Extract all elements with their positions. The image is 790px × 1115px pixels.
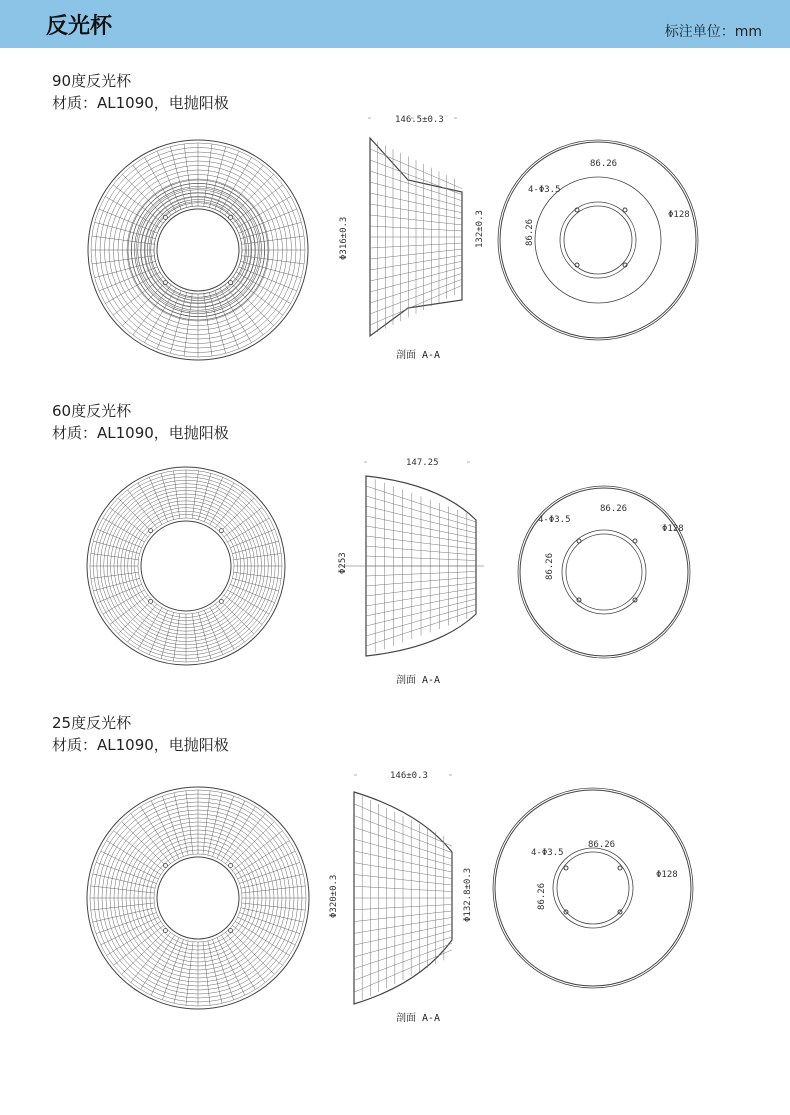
bottom-view-25	[493, 788, 693, 988]
dim-side: 86.26	[525, 218, 535, 246]
dim-hole-circle: Φ128	[656, 870, 678, 880]
top-view-25	[87, 787, 309, 1009]
section-title: 60度反光杯	[52, 402, 132, 420]
dim-inner-diameter: Φ132.8±0.3	[463, 867, 473, 922]
dim-holes: 4-Φ3.5	[528, 185, 561, 195]
dim-hole-circle: Φ128	[662, 524, 684, 534]
dim-outer-diameter: Φ253	[338, 552, 348, 574]
section-view-25	[354, 775, 452, 1004]
dim-holes: 4-Φ3.5	[531, 848, 564, 858]
dim-top-width: 146.5±0.3	[395, 115, 444, 125]
dim-side: 86.26	[545, 552, 555, 580]
dim-inner-diameter: 132±0.3	[475, 210, 485, 248]
section-material: 材质：AL1090，电抛阳极	[52, 94, 229, 112]
section-label: 剖面 A-A	[396, 350, 441, 361]
dim-top-width: 146±0.3	[390, 771, 428, 781]
section-material: 材质：AL1090，电抛阳极	[52, 736, 229, 754]
section-material: 材质：AL1090，电抛阳极	[52, 424, 229, 442]
dim-top-width: 147.25	[406, 458, 439, 468]
section-title: 90度反光杯	[52, 72, 132, 90]
dim-outer-diameter: Φ316±0.3	[339, 216, 349, 260]
dim-outer-diameter: Φ320±0.3	[329, 874, 339, 918]
unit-label: 标注单位：mm	[664, 24, 762, 40]
section-label: 剖面 A-A	[396, 1013, 441, 1024]
dim-hole-circle: Φ128	[668, 210, 690, 220]
section-label: 剖面 A-A	[396, 675, 441, 686]
section-title: 25度反光杯	[52, 714, 132, 732]
page-title: 反光杯	[46, 14, 113, 39]
dim-holes: 4-Φ3.5	[538, 515, 571, 525]
dim-bolt-circle: 86.26	[588, 840, 616, 850]
dim-bolt-circle: 86.26	[600, 504, 628, 514]
dim-bolt-circle: 86.26	[590, 159, 618, 169]
dim-side: 86.26	[537, 882, 547, 910]
